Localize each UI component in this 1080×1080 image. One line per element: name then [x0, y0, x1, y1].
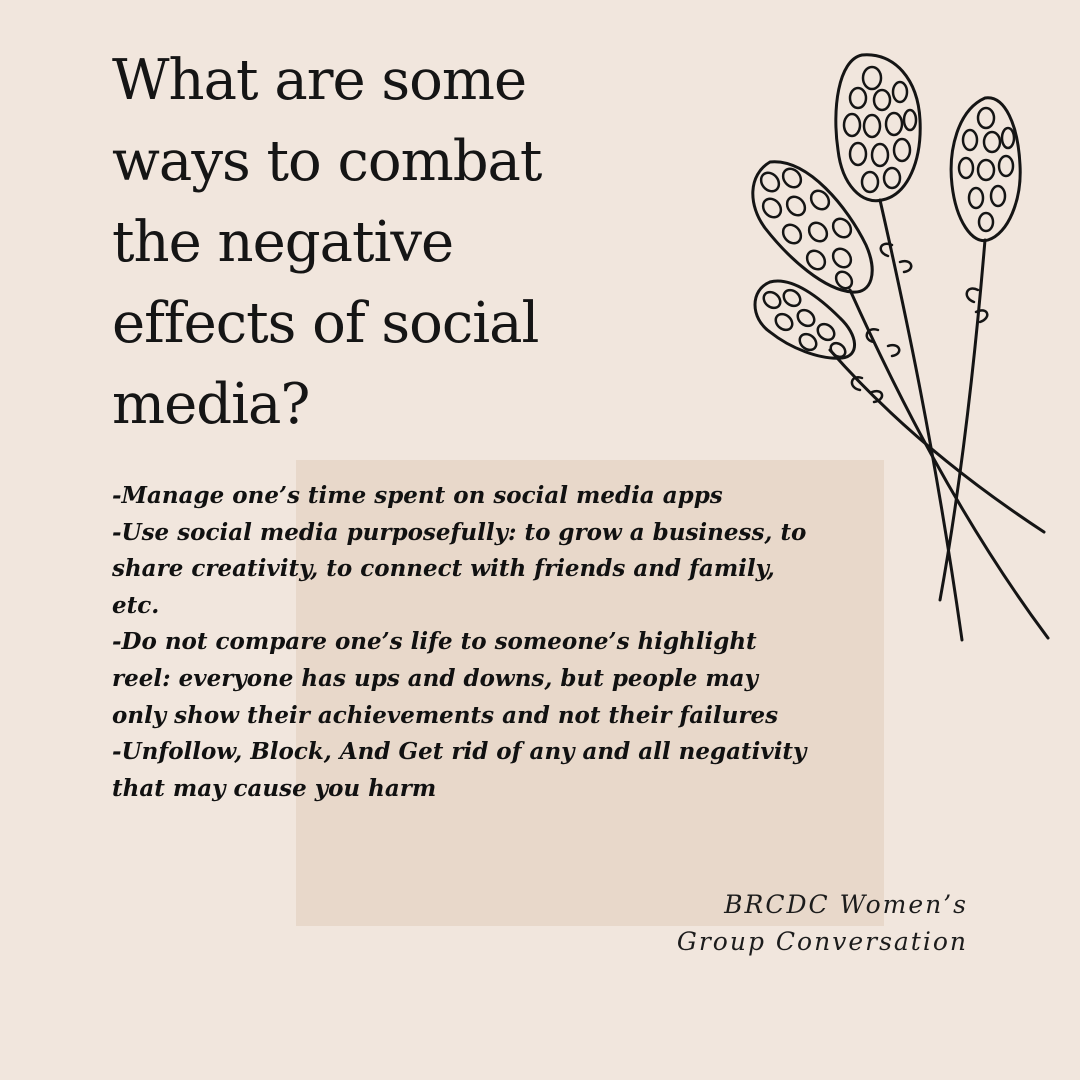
tip-item: -Unfollow, Block, And Get rid of any and all negativity that may cause you harm [112, 738, 807, 802]
credit [677, 886, 968, 960]
headline: What are some ways to combat the negative effects of social media? [112, 48, 542, 437]
tip-item: -Do not compare one’s life to someone’s highlight reel: everyone has ups and downs, but people may only show their achievements and not their failures [112, 628, 779, 729]
tips-list [112, 478, 812, 807]
credit-line: Group Conversation [676, 927, 968, 956]
tip-item: -Manage one’s time spent on social media apps [112, 482, 723, 509]
tip-item: -Use social media purposefully: to grow a business, to share creativity, to connect with friends and family, etc. [112, 518, 807, 619]
flower-bouquet-icon [740, 40, 1070, 680]
credit-line: BRCDC Women’s [724, 890, 968, 919]
